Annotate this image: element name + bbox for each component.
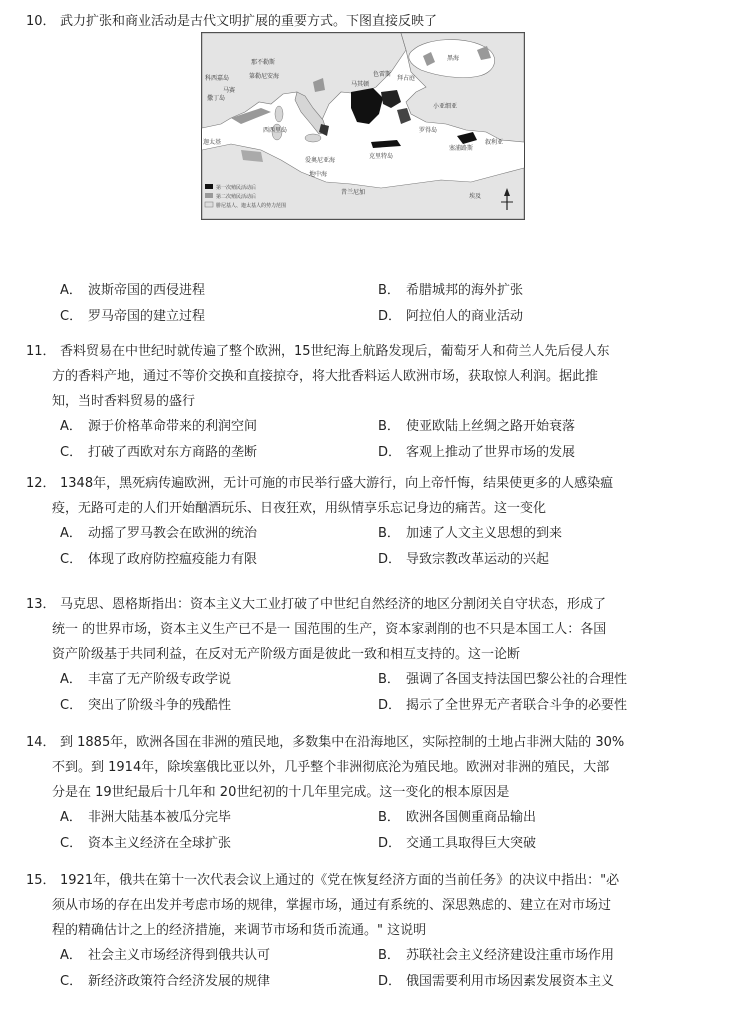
stem-text: 香料贸易在中世纪时就传遍了整个欧洲，15世纪海上航路发现后，葡萄牙人和荷兰人先后侵人东 <box>60 344 610 359</box>
option-b[interactable] <box>378 414 575 439</box>
option-row <box>26 521 710 547</box>
option-c[interactable] <box>60 440 257 465</box>
option-letter: B． <box>378 283 400 298</box>
option-row <box>26 693 710 719</box>
question-13 <box>26 592 710 719</box>
option-letter: A． <box>60 283 82 298</box>
question-number: 10． <box>26 14 56 29</box>
option-letter: C． <box>60 698 83 713</box>
question-number: 12． <box>26 476 56 491</box>
option-letter: C． <box>60 445 83 460</box>
option-text: 使亚欧陆上丝绸之路开始衰落 <box>406 419 576 434</box>
question-number: 15． <box>26 873 56 888</box>
option-text: 导致宗教改革运动的兴起 <box>406 552 550 567</box>
option-letter: C． <box>60 836 83 851</box>
option-b[interactable] <box>378 943 614 968</box>
option-text: 突出了阶级斗争的残酷性 <box>88 698 232 713</box>
question-stem <box>26 9 710 34</box>
map-label: 叙利亚 <box>485 139 504 146</box>
option-letter: A． <box>60 948 82 963</box>
option-row <box>26 969 710 995</box>
stem-text: 不到。到 1914年，除埃塞俄比亚以外，几乎整个非洲彻底沦为殖民地。欧洲对非洲的殖民，大部 <box>52 760 610 775</box>
option-b[interactable] <box>378 667 627 692</box>
question-number: 14． <box>26 735 56 750</box>
option-d[interactable] <box>378 693 627 718</box>
option-text: 动摇了罗马教会在欧洲的统治 <box>88 526 258 541</box>
legend-label: 腓尼基人、迦太基人的势力范围 <box>216 203 287 209</box>
map-label: 黑海 <box>447 55 460 62</box>
stem-text: 程的精确估计之上的经济措施，来调节市场和货币流通。" 这说明 <box>52 923 427 938</box>
option-text: 强调了各国支持法国巴黎公社的合理性 <box>406 672 628 687</box>
option-letter: D． <box>378 309 402 324</box>
option-c[interactable] <box>60 969 270 994</box>
option-a[interactable] <box>60 414 257 439</box>
option-a[interactable] <box>60 521 257 546</box>
option-letter: A． <box>60 810 82 825</box>
question-stem <box>26 339 710 364</box>
option-letter: A． <box>60 419 82 434</box>
option-letter: B． <box>378 810 400 825</box>
question-12 <box>26 471 710 573</box>
map-label: 地中海 <box>309 171 328 178</box>
option-text: 希腊城邦的海外扩张 <box>406 283 524 298</box>
option-row <box>26 547 710 573</box>
map-label: 撒丁岛 <box>207 95 226 102</box>
stem-text: 方的香料产地，通过不等价交换和直接掠夺，将大批香料运人欧洲市场，获取惊人利润。据此推 <box>52 369 599 384</box>
question-stem <box>26 868 710 893</box>
stem-text: 知，当时香料贸易的盛行 <box>52 394 196 409</box>
option-text: 资本主义经济在全球扩张 <box>88 836 232 851</box>
question-10-options <box>26 278 710 330</box>
option-row <box>26 440 710 466</box>
map-label: 迦太基 <box>203 139 222 146</box>
option-b[interactable] <box>378 805 536 830</box>
option-letter: C． <box>60 974 83 989</box>
legend-label: 第二次殖民活动后 <box>216 194 257 200</box>
option-letter: D． <box>378 445 402 460</box>
stem-text: 马克思、恩格斯指出：资本主义大工业打破了中世纪自然经济的地区分割闭关自守状态，形成了 <box>60 597 607 612</box>
option-row <box>26 304 710 330</box>
option-d[interactable] <box>378 547 549 572</box>
option-letter: A． <box>60 672 82 687</box>
map-label: 马赛 <box>223 87 236 94</box>
option-text: 丰富了无产阶级专政学说 <box>88 672 232 687</box>
option-d[interactable] <box>378 969 614 994</box>
option-text: 社会主义市场经济得到俄共认可 <box>88 948 271 963</box>
stem-text: 分是在 19世纪最后十几年和 20世纪初的十几年里完成。这一变化的根本原因是 <box>52 785 510 800</box>
option-text: 俄国需要利用市场因素发展资本主义 <box>406 974 615 989</box>
option-letter: B． <box>378 526 400 541</box>
option-row <box>26 667 710 693</box>
option-row <box>26 831 710 857</box>
map-label: 那不勒斯 <box>251 59 276 66</box>
option-letter: D． <box>378 974 402 989</box>
stem-text: 资产阶级基于共同利益，在反对无产阶级方面是彼此一致和相互支持的。这一论断 <box>52 647 521 662</box>
map-label: 色雷斯 <box>373 71 392 78</box>
option-letter: B． <box>378 948 400 963</box>
map-label: 埃及 <box>469 193 482 200</box>
map-label: 科西嘉岛 <box>205 75 230 82</box>
option-letter: B． <box>378 419 400 434</box>
map-label: 马其顿 <box>351 81 370 88</box>
stem-text: 须从市场的存在出发并考虑市场的规律，掌握市场，通过有系统的、深思熟虑的、建立在对市场过 <box>52 898 612 913</box>
map-label: 罗得岛 <box>419 127 438 134</box>
map-label: 塞浦路斯 <box>449 145 474 152</box>
option-c[interactable] <box>60 304 205 329</box>
question-15 <box>26 868 710 995</box>
option-text: 客观上推动了世界市场的发展 <box>406 445 576 460</box>
map-label: 第勒尼安海 <box>249 73 280 80</box>
option-letter: D． <box>378 836 402 851</box>
option-b[interactable] <box>378 521 562 546</box>
option-text: 罗马帝国的建立过程 <box>88 309 206 324</box>
map-label: 昔兰尼加 <box>341 189 366 196</box>
option-letter: D． <box>378 698 402 713</box>
option-d[interactable] <box>378 831 536 856</box>
question-10 <box>26 9 710 34</box>
question-14 <box>26 730 710 857</box>
question-stem <box>26 592 710 617</box>
legend-label: 第一次殖民活动后 <box>216 185 257 191</box>
question-stem <box>26 730 710 755</box>
option-text: 波斯帝国的西侵进程 <box>88 283 206 298</box>
question-stem <box>26 471 710 496</box>
option-text: 非洲大陆基本被瓜分完毕 <box>88 810 232 825</box>
stem-text: 武力扩张和商业活动是古代文明扩展的重要方式。下图直接反映了 <box>60 14 438 29</box>
option-text: 阿拉伯人的商业活动 <box>406 309 524 324</box>
option-d[interactable] <box>378 440 575 465</box>
option-row <box>26 278 710 304</box>
option-d[interactable] <box>378 304 523 329</box>
stem-text: 1921年，俄共在第十一次代表会议上通过的《党在恢复经济方面的当前任务》的决议中指出："必 <box>60 873 620 888</box>
option-a[interactable] <box>60 805 231 830</box>
option-a[interactable] <box>60 667 231 692</box>
stem-text: 1348年，黑死病传遍欧洲，无计可施的市民举行盛大游行，向上帝忏悔，结果使更多的人感染瘟 <box>60 476 614 491</box>
option-row <box>26 414 710 440</box>
option-letter: C． <box>60 552 83 567</box>
stem-text: 统一 的世界市场，资本主义生产已不是一 国范围的生产，资本家剥削的也不只是本国工人：各国 <box>52 622 607 637</box>
option-text: 欧洲各国侧重商品输出 <box>406 810 537 825</box>
stem-text: 到 1885年，欧洲各国在非洲的殖民地，多数集中在沿海地区，实际控制的土地占非洲大陆的 30% <box>60 735 625 750</box>
option-text: 新经济政策符合经济发展的规律 <box>88 974 271 989</box>
option-letter: A． <box>60 526 82 541</box>
option-a[interactable] <box>60 278 205 303</box>
map-label: 拜占庭 <box>397 75 416 82</box>
option-letter: D． <box>378 552 402 567</box>
option-c[interactable] <box>60 693 231 718</box>
stem-text: 疫，无路可走的人们开始酗酒玩乐、日夜狂欢，用纵情享乐忘记身边的痛苦。这一变化 <box>52 501 547 516</box>
option-text: 打破了西欧对东方商路的垄断 <box>88 445 258 460</box>
option-text: 交通工具取得巨大突破 <box>406 836 537 851</box>
map-label: 克里特岛 <box>369 153 394 160</box>
question-number: 13． <box>26 597 56 612</box>
option-c[interactable] <box>60 547 257 572</box>
option-c[interactable] <box>60 831 231 856</box>
option-a[interactable] <box>60 943 270 968</box>
option-text: 加速了人文主义思想的到来 <box>406 526 563 541</box>
map-label: 小亚细亚 <box>433 103 458 110</box>
question-number: 11． <box>26 344 56 359</box>
option-text: 源于价格革命带来的利润空间 <box>88 419 258 434</box>
option-letter: B． <box>378 672 400 687</box>
map-label: 西西里岛 <box>263 127 288 134</box>
ancient-mediterranean-map <box>201 32 525 220</box>
option-text: 揭示了全世界无产者联合斗争的必要性 <box>406 698 628 713</box>
option-b[interactable] <box>378 278 523 303</box>
option-row <box>26 943 710 969</box>
option-row <box>26 805 710 831</box>
question-11 <box>26 339 710 466</box>
map-label: 爱奥尼亚海 <box>305 157 336 164</box>
option-text: 苏联社会主义经济建设注重市场作用 <box>406 948 615 963</box>
option-letter: C． <box>60 309 83 324</box>
option-text: 体现了政府防控瘟疫能力有限 <box>88 552 258 567</box>
